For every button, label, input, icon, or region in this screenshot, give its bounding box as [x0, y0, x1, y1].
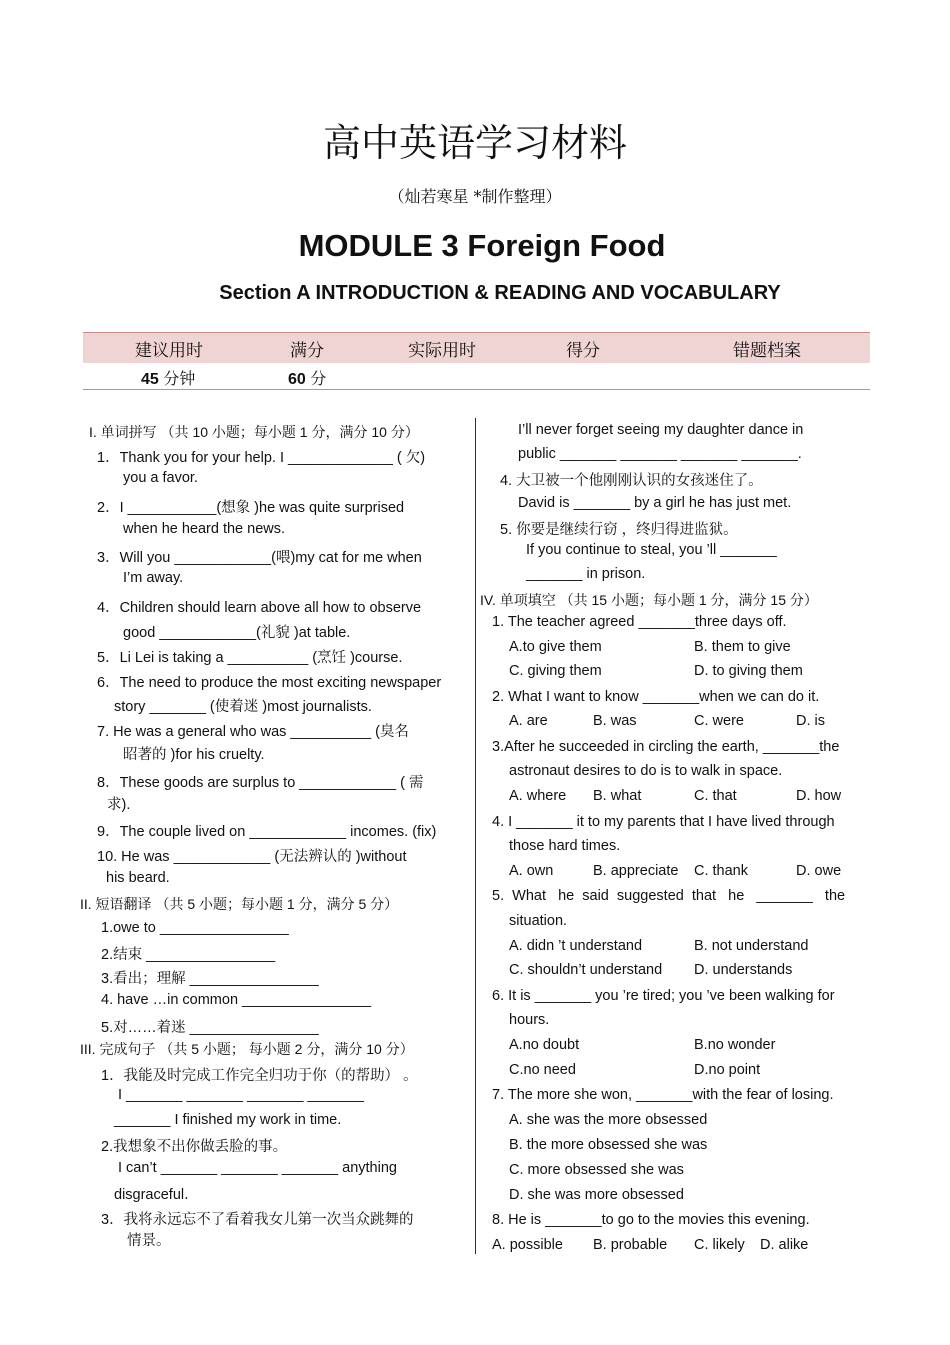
option-d: D. is: [796, 713, 825, 729]
page-title: 高中英语学习材料: [322, 121, 627, 165]
question-line: 1．我能及时完成工作完全归功于你（的帮助） 。: [101, 1068, 418, 1084]
module-title: MODULE 3 Foreign Food: [298, 228, 666, 263]
option-b: B. what: [593, 788, 642, 804]
question-line: story _______ (使着迷 )most journalists.: [114, 699, 372, 715]
question-line: situation.: [509, 913, 568, 929]
option-b: B. was: [593, 713, 637, 729]
column-divider: [475, 418, 476, 1254]
option-b: B. not understand: [694, 938, 809, 954]
question-line: If you continue to steal, you ’ll _______: [526, 542, 777, 558]
option-a: A. own: [509, 863, 554, 879]
option-d: D. owe: [796, 863, 842, 879]
question-line: 9．The couple lived on ____________ incomes. (fix): [97, 824, 437, 840]
question-line: 4. I _______ it to my parents that I have lived through: [492, 814, 835, 830]
page-subtitle: （灿若寒星 *制作整理）: [388, 187, 562, 206]
question-line: 4．Children should learn above all how to observe: [97, 600, 422, 616]
suggested-time-unit: 分钟: [158, 371, 196, 388]
full-score-value: [288, 366, 326, 389]
question-line: 8. He is _______to go to the movies this evening.: [492, 1212, 810, 1228]
option-c: C. were: [694, 713, 744, 729]
question-line: 昭著的 )for his cruelty.: [123, 747, 265, 763]
question-line: 3.After he succeeded in circling the earth, _______the: [492, 739, 840, 755]
question-line: _______ I finished my work in time.: [114, 1112, 342, 1128]
question-line: I’ll never forget seeing my daughter dance in: [518, 422, 804, 438]
question-line: 6．The need to produce the most exciting newspaper: [97, 675, 442, 691]
option-a: A. possible: [492, 1237, 563, 1253]
section-2-heading: II. 短语翻译 （共 5 小题；每小题 1 分，满分 5 分）: [80, 896, 399, 912]
question-line: when he heard the news.: [123, 521, 286, 537]
question-line: 2.结束 ________________: [101, 947, 276, 963]
header-suggested-time: 建议用时: [135, 341, 203, 361]
option-d: D.no point: [694, 1062, 761, 1078]
question-line: _______ in prison.: [526, 566, 646, 582]
question-line: 4. have …in common ________________: [101, 992, 372, 1008]
option-b: B. them to give: [694, 639, 791, 655]
question-line: 3.看出；理解 ________________: [101, 971, 319, 987]
question-line: 8．These goods are surplus to ____________ ( 需: [97, 775, 424, 791]
question-line: 5. What he said suggested that he _______ the: [492, 888, 846, 904]
question-line: good ____________(礼貌 )at table.: [123, 625, 351, 641]
question-line: 6. It is _______ you ’re tired; you ’ve been walking for: [492, 988, 835, 1004]
option-a: A. are: [509, 713, 548, 729]
option-b: B. the more obsessed she was: [509, 1137, 708, 1153]
section-1-heading: I. 单词拼写 （共 10 小题；每小题 1 分，满分 10 分）: [89, 424, 419, 440]
option-d: D. she was more obsessed: [509, 1187, 684, 1203]
option-a: A.to give them: [509, 639, 602, 655]
question-line: I _______ _______ _______ _______: [118, 1087, 364, 1103]
question-line: his beard.: [106, 870, 170, 886]
question-line: 3．Will you ____________(喂)my cat for me when: [97, 550, 422, 566]
option-a: A. where: [509, 788, 567, 804]
question-line: astronaut desires to do is to walk in space.: [509, 763, 783, 779]
header-actual-time: 实际用时: [408, 341, 476, 361]
option-c: C. likely: [694, 1237, 745, 1253]
question-line: 10. He was ____________ (无法辨认的 )without: [97, 849, 407, 865]
question-line: 5. 你要是继续行窃 ，终归得进监狱。: [500, 522, 738, 538]
option-c: C. thank: [694, 863, 748, 879]
suggested-time-value: [141, 366, 195, 389]
option-c: C.no need: [509, 1062, 576, 1078]
question-line: David is _______ by a girl he has just met.: [518, 495, 792, 511]
full-score-number: 60: [288, 371, 306, 388]
question-line: 7. The more she won, _______with the fear of losing.: [492, 1087, 834, 1103]
question-line: 1.owe to ________________: [101, 920, 289, 936]
question-line: I’m away.: [123, 570, 184, 586]
option-b: B. appreciate: [593, 863, 679, 879]
question-line: 情景。: [127, 1233, 171, 1249]
question-line: 5.对……着迷 ________________: [101, 1020, 319, 1036]
option-d: D. to giving them: [694, 663, 803, 679]
option-c: C. more obsessed she was: [509, 1162, 684, 1178]
section-title: Section A INTRODUCTION & READING AND VOCABULARY: [219, 282, 781, 304]
header-full-score: 满分: [290, 341, 324, 361]
question-line: 7. He was a general who was __________ (臭名: [97, 724, 409, 740]
option-a: A.no doubt: [509, 1037, 580, 1053]
question-line: 3．我将永远忘不了看着我女儿第一次当众跳舞的: [101, 1212, 414, 1228]
option-c: C. giving them: [509, 663, 602, 679]
question-line: 5．Li Lei is taking a __________ (烹饪 )course.: [97, 650, 403, 666]
question-line: disgraceful．: [114, 1187, 199, 1203]
question-line: 求).: [107, 797, 131, 813]
option-c: C. shouldn’t understand: [509, 962, 663, 978]
question-line: 2．I ___________(想象 )he was quite surprised: [97, 500, 405, 516]
question-line: 1. The teacher agreed _______three days off.: [492, 614, 787, 630]
question-line: I can’t _______ _______ _______ anything: [118, 1160, 397, 1176]
question-line: 2. What I want to know _______when we can do it.: [492, 689, 820, 705]
option-b: B.no wonder: [694, 1037, 776, 1053]
section-3-heading: III. 完成句子 （共 5 小题； 每小题 2 分，满分 10 分）: [80, 1041, 414, 1057]
full-score-unit: 分: [305, 371, 327, 388]
suggested-time-number: 45: [141, 371, 159, 388]
question-line: you a favor.: [123, 470, 198, 486]
section-4-heading: IV. 单项填空 （共 15 小题；每小题 1 分，满分 15 分）: [480, 592, 818, 608]
option-d: D. how: [796, 788, 842, 804]
option-a: A. didn ’t understand: [509, 938, 643, 954]
question-line: those hard times.: [509, 838, 621, 854]
question-line: hours.: [509, 1012, 550, 1028]
option-d: D. alike: [760, 1237, 809, 1253]
score-table-bottom-border: [83, 389, 870, 390]
question-line: 4. 大卫被一个他刚刚认识的女孩迷住了。: [500, 473, 763, 489]
question-line: 1．Thank you for your help. I _____________ ( 欠): [97, 450, 426, 466]
header-error-file: 错题档案: [733, 341, 801, 361]
question-line: public _______ _______ _______ _______.: [518, 446, 802, 462]
question-line: 2.我想象不出你做丢脸的事。: [101, 1139, 288, 1155]
option-a: A. she was the more obsessed: [509, 1112, 708, 1128]
option-b: B. probable: [593, 1237, 668, 1253]
option-c: C. that: [694, 788, 737, 804]
option-d: D. understands: [694, 962, 793, 978]
header-score: 得分: [566, 341, 600, 361]
